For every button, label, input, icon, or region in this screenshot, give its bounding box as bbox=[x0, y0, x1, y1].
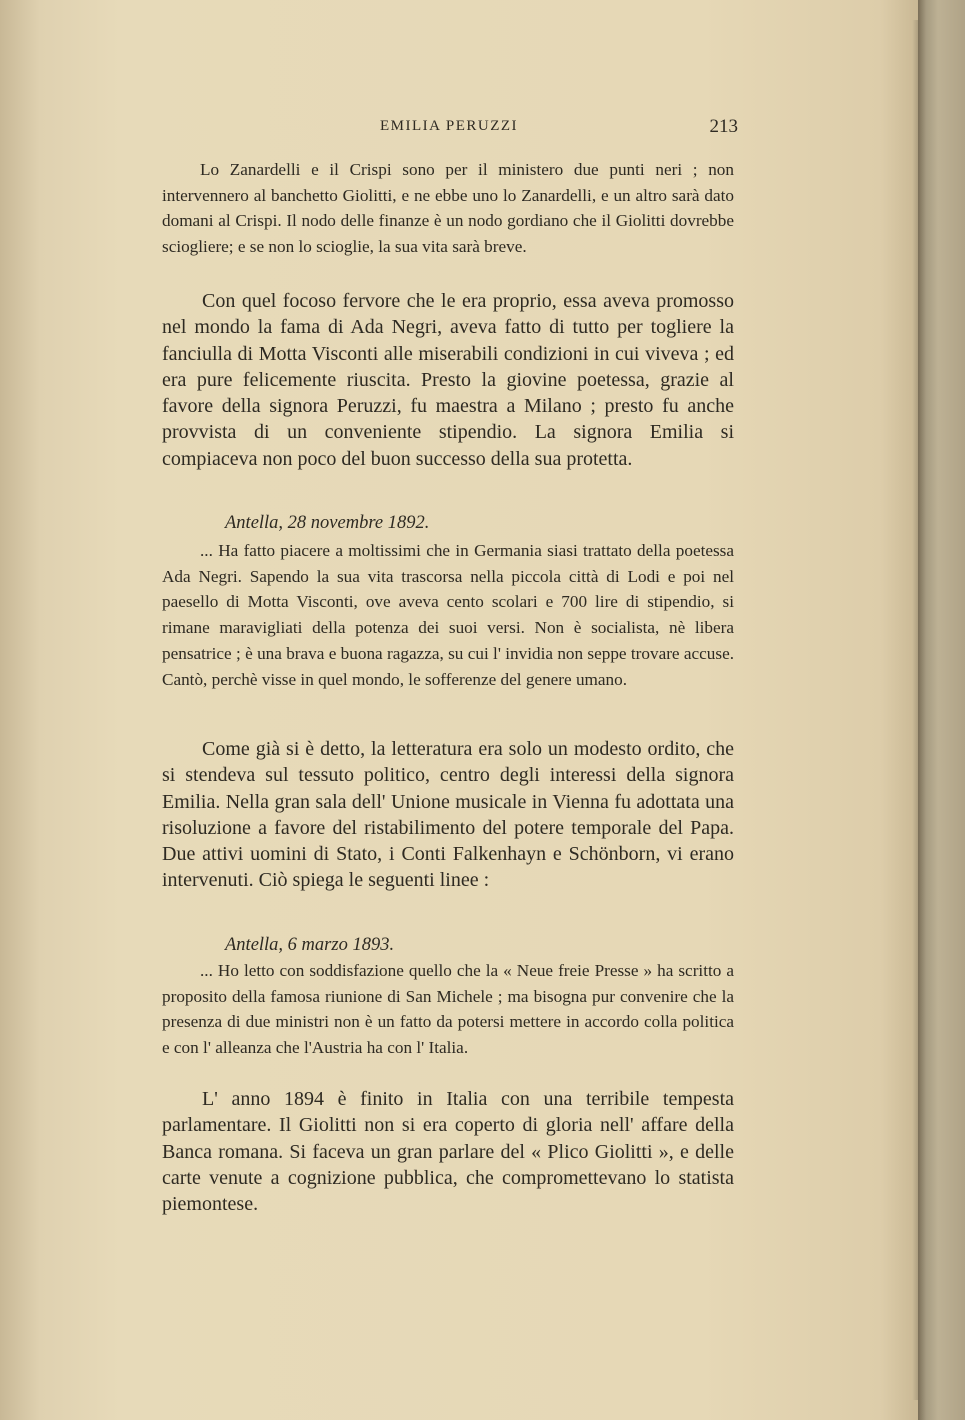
dateline-1892 bbox=[162, 510, 734, 536]
running-head: EMILIA PERUZZI bbox=[379, 118, 519, 134]
letter-dateline: Antella, 28 novembre 1892. bbox=[225, 513, 430, 533]
dateline-1893 bbox=[162, 932, 734, 958]
paragraph-letter-excerpt-2 bbox=[162, 538, 734, 692]
body-paragraph: Con quel focoso fervore che le era proprio, essa aveva promosso nel mondo la fama di Ada Negri, aveva fatto di tutto per togliere la fanciulla di Motta Visconti alle miserabili condizioni in cui viveva ; ed era pure felicemente riuscita. Presto la giovine poetessa, grazie al favore della signora Peruzzi, fu maestra a Milano ; presto fu anche provvista di un conveniente stipendio. La signora Emilia si compiaceva non poco del buon successo della sua protetta. bbox=[162, 290, 734, 470]
letter-text: ... Ho letto con soddisfazione quello che la « Neue freie Presse » ha scritto a proposito della famosa riunione di San Michele ; ma bisogna pur convenire che la presenza di due ministri non è un fatto da potersi mettere in accordo colla politica e con l' alleanza che l'Austria ha con l' Italia. bbox=[162, 961, 734, 1058]
paragraph-letter-excerpt-1 bbox=[162, 157, 734, 260]
page-header bbox=[160, 118, 738, 142]
body-paragraph: Come già si è detto, la letteratura era solo un modesto ordito, che si stendeva sul tessuto politico, centro degli interessi della signora Emilia. Nella gran sala dell' Unione musicale in Vienna fu adottata una risoluzione a favore del ristabilimento del potere temporale del Papa. Due attivi uomini di Stato, i Conti Falkenhayn e Schönborn, vi erano intervenuti. Ciò spiega le seguenti linee : bbox=[162, 738, 734, 892]
letter-text: Lo Zanardelli e il Crispi sono per il ministero due punti neri ; non intervennero al banchetto Giolitti, e ne ebbe uno lo Zanardelli, e un altro sarà dato domani al Crispi. Il nodo delle finanze è un nodo gordiano che il Giolitti dovrebbe sciogliere; e se non lo scioglie, la sua vita sarà breve. bbox=[162, 160, 734, 257]
letter-text: ... Ha fatto piacere a moltissimi che in Germania siasi trattato della poetessa Ada Negri. Sapendo la sua vita trascorsa nella piccola città di Lodi e poi nel paesello di Motta Visconti, ove aveva cento scolari e 700 lire di stipendio, si rimane maravigliati della potenza dei suoi versi. Non è socialista, nè libera pensatrice ; è una brava e buona ragazza, su cui l' invidia non seppe trovare accuse. Cantò, perchè visse in quel mondo, le sofferenze del genere umano. bbox=[162, 541, 734, 689]
page-number: 213 bbox=[709, 116, 738, 137]
paragraph-1894 bbox=[162, 1086, 734, 1217]
paragraph-letteratura bbox=[162, 736, 734, 894]
paragraph-ada-negri bbox=[162, 288, 734, 472]
letter-dateline: Antella, 6 marzo 1893. bbox=[225, 935, 395, 955]
paragraph-letter-excerpt-3 bbox=[162, 958, 734, 1061]
body-paragraph: L' anno 1894 è finito in Italia con una terribile tempesta parlamentare. Il Giolitti non si era coperto di gloria nell' affare della Banca romana. Si faceva un gran parlare del « Plico Giolitti », e delle carte venute a cognizione pubblica, che compromettevano lo statista piemontese. bbox=[162, 1088, 734, 1216]
book-spine bbox=[918, 0, 965, 1420]
